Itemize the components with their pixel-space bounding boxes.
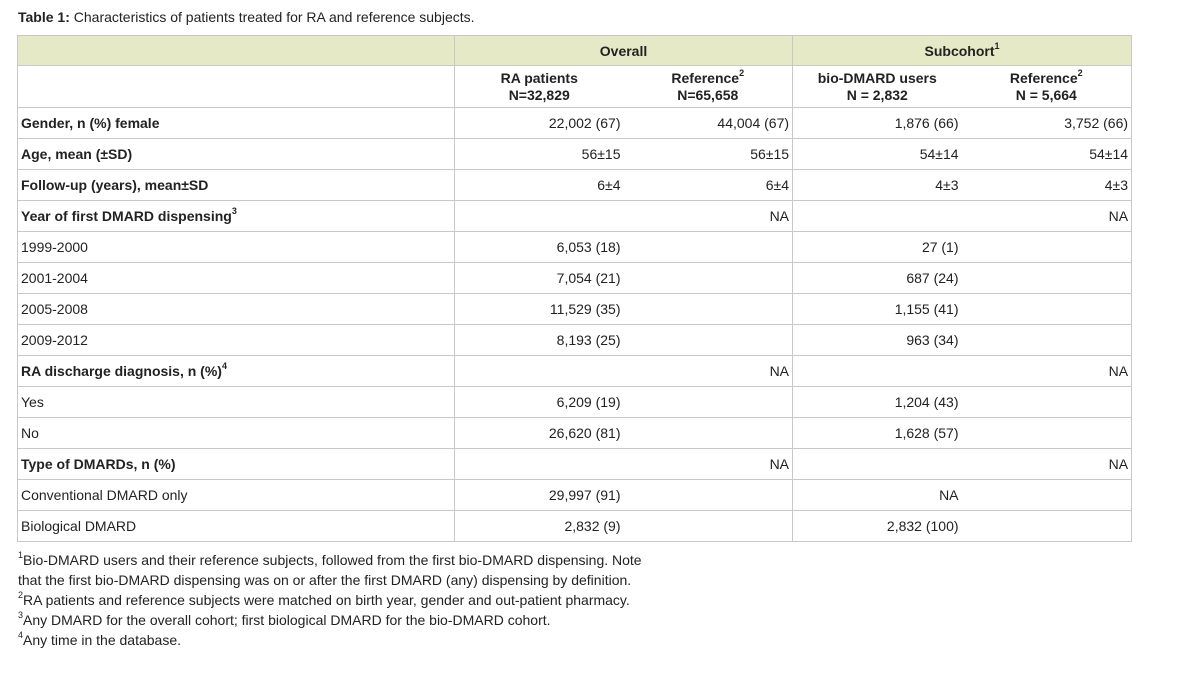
table-caption-label: Table 1: (18, 9, 70, 25)
header-reference-overall: Reference$^2$ N=65,658 (624, 66, 793, 108)
cell-bio-dmard-users (793, 356, 962, 387)
cell-ra-patients: 56±15 (455, 139, 624, 170)
cell-ra-patients: 22,002 (67) (455, 108, 624, 139)
cell-reference-overall (624, 232, 793, 263)
row-label: Conventional DMARD only (18, 480, 455, 511)
table-row (18, 139, 1132, 170)
header-row-columns (18, 66, 1132, 108)
footnote: $^2$RA patients and reference subjects were matched on birth year, gender and out-patient pharmacy. (18, 590, 630, 608)
cell-reference-overall (624, 480, 793, 511)
header-row-groups (18, 36, 1132, 66)
cell-bio-dmard-users (793, 201, 962, 232)
characteristics-table (17, 35, 1132, 542)
row-label: RA discharge diagnosis, n (%)$^4$ (18, 356, 455, 387)
cell-bio-dmard-users: 1,876 (66) (793, 108, 962, 139)
cell-bio-dmard-users (793, 449, 962, 480)
footnote: $^4$Any time in the database. (18, 630, 182, 648)
table-row (18, 201, 1132, 232)
cell-ra-patients (455, 449, 624, 480)
header-ra-patients: RA patients N=32,829 (455, 66, 624, 108)
row-label: Gender, n (%) female (18, 108, 455, 139)
cell-reference-overall: NA (624, 356, 793, 387)
table-row (18, 263, 1132, 294)
footnote: $^3$Any DMARD for the overall cohort; first biological DMARD for the bio-DMARD cohort. (18, 610, 551, 628)
row-label: Biological DMARD (18, 511, 455, 542)
cell-ra-patients (455, 201, 624, 232)
row-label: 2005-2008 (18, 294, 455, 325)
row-label: Year of first DMARD dispensing$^3$ (18, 201, 455, 232)
cell-bio-dmard-users: NA (793, 480, 962, 511)
footnotes (18, 550, 658, 650)
cell-bio-dmard-users: 54±14 (793, 139, 962, 170)
row-label: No (18, 418, 455, 449)
row-label: 1999-2000 (18, 232, 455, 263)
cell-reference-subcohort: 54±14 (962, 139, 1132, 170)
cell-bio-dmard-users: 1,628 (57) (793, 418, 962, 449)
cell-reference-subcohort (962, 263, 1132, 294)
header-blank-cell (18, 36, 455, 66)
cell-bio-dmard-users: 1,204 (43) (793, 387, 962, 418)
cell-ra-patients: 26,620 (81) (455, 418, 624, 449)
cell-ra-patients: 7,054 (21) (455, 263, 624, 294)
table-row (18, 325, 1132, 356)
cell-ra-patients: 8,193 (25) (455, 325, 624, 356)
table-row (18, 232, 1132, 263)
row-label: Type of DMARDs, n (%) (18, 449, 455, 480)
cell-bio-dmard-users: 4±3 (793, 170, 962, 201)
table-body (18, 108, 1132, 542)
cell-bio-dmard-users: 1,155 (41) (793, 294, 962, 325)
cell-reference-subcohort (962, 232, 1132, 263)
table-row (18, 418, 1132, 449)
row-label: Age, mean (±SD) (18, 139, 455, 170)
table-row (18, 449, 1132, 480)
cell-reference-subcohort: NA (962, 201, 1132, 232)
table-row (18, 387, 1132, 418)
table-row (18, 480, 1132, 511)
cell-reference-subcohort: 3,752 (66) (962, 108, 1132, 139)
table-row (18, 511, 1132, 542)
cell-reference-overall (624, 387, 793, 418)
cell-bio-dmard-users: 27 (1) (793, 232, 962, 263)
row-label: Follow-up (years), mean±SD (18, 170, 455, 201)
footnote: $^1$Bio-DMARD users and their reference subjects, followed from the first bio-DMARD dispensing. Note that the first bio-DMARD dispensing was on or after the first DMARD (any) dispensing by definition. (18, 550, 642, 588)
cell-reference-overall (624, 263, 793, 294)
cell-ra-patients: 6±4 (455, 170, 624, 201)
cell-reference-subcohort (962, 480, 1132, 511)
cell-reference-subcohort: NA (962, 356, 1132, 387)
cell-ra-patients: 6,209 (19) (455, 387, 624, 418)
header-bio-dmard-users: bio-DMARD users N = 2,832 (793, 66, 962, 108)
cell-bio-dmard-users: 2,832 (100) (793, 511, 962, 542)
row-label: 2001-2004 (18, 263, 455, 294)
cell-reference-overall (624, 418, 793, 449)
row-label: Yes (18, 387, 455, 418)
table-row (18, 356, 1132, 387)
table-row (18, 108, 1132, 139)
cell-reference-subcohort: 4±3 (962, 170, 1132, 201)
row-label: 2009-2012 (18, 325, 455, 356)
cell-reference-overall: 6±4 (624, 170, 793, 201)
cell-reference-subcohort (962, 294, 1132, 325)
cell-reference-overall: 44,004 (67) (624, 108, 793, 139)
cell-reference-subcohort (962, 418, 1132, 449)
header-blank-cell (18, 66, 455, 108)
cell-ra-patients: 6,053 (18) (455, 232, 624, 263)
table-row (18, 170, 1132, 201)
cell-reference-overall (624, 294, 793, 325)
cell-ra-patients (455, 356, 624, 387)
header-overall: Overall (455, 36, 793, 66)
cell-reference-overall (624, 511, 793, 542)
cell-reference-overall (624, 325, 793, 356)
cell-reference-overall: NA (624, 201, 793, 232)
cell-reference-overall: 56±15 (624, 139, 793, 170)
cell-reference-subcohort (962, 325, 1132, 356)
cell-reference-overall: NA (624, 449, 793, 480)
cell-bio-dmard-users: 963 (34) (793, 325, 962, 356)
table-row (18, 294, 1132, 325)
cell-ra-patients: 11,529 (35) (455, 294, 624, 325)
cell-reference-subcohort (962, 511, 1132, 542)
table-caption-text: Characteristics of patients treated for RA and reference subjects. (73, 9, 475, 25)
cell-ra-patients: 29,997 (91) (455, 480, 624, 511)
cell-reference-subcohort: NA (962, 449, 1132, 480)
cell-ra-patients: 2,832 (9) (455, 511, 624, 542)
header-subcohort: Subcohort$^1$ (793, 36, 1132, 66)
cell-bio-dmard-users: 687 (24) (793, 263, 962, 294)
table-caption (18, 9, 475, 25)
cell-reference-subcohort (962, 387, 1132, 418)
header-reference-subcohort: Reference$^2$ N = 5,664 (962, 66, 1132, 108)
